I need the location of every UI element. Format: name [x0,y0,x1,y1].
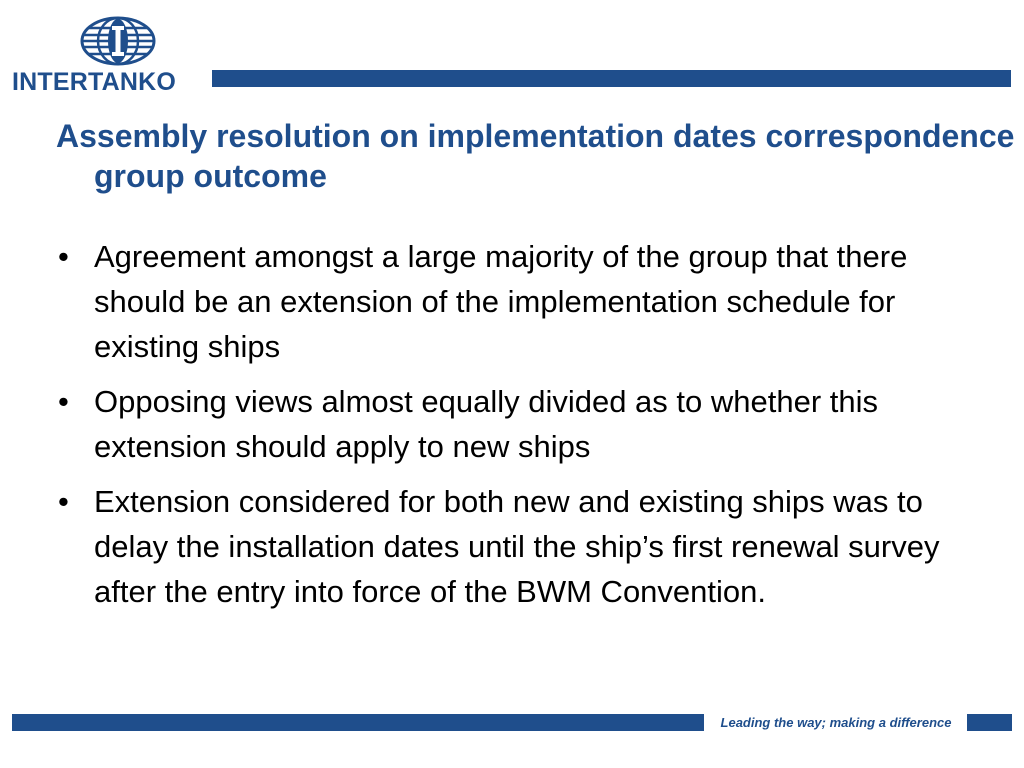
globe-icon [80,16,156,66]
logo-wordmark: INTERTANKO [12,68,177,96]
bullet-item [56,234,986,369]
bullet-text: Opposing views almost equally divided as to whether this extension should apply to new ships [94,384,879,464]
bullet-marker: • [58,239,69,274]
bullet-item [56,479,986,614]
bullet-text: Agreement amongst a large majority of the group that there should be an extension of the implementation schedule for existing ships [94,239,908,364]
bullet-text: Extension considered for both new and existing ships was to delay the installation dates until the ship’s first renewal survey after the entry into force of the BWM Convention. [94,484,940,609]
bullet-marker: • [58,384,69,419]
footer-tagline: Leading the way; making a difference [720,715,952,730]
slide-title: Assembly resolution on implementation dates correspondence group outcome [56,118,1015,194]
footer-bar-left [12,714,704,731]
intertanko-logo [10,12,206,96]
header-bar [212,70,1011,87]
bullet-list [56,234,986,624]
bullet-item [56,379,986,469]
bullet-marker: • [58,484,69,519]
footer-bar-right [967,714,1012,731]
